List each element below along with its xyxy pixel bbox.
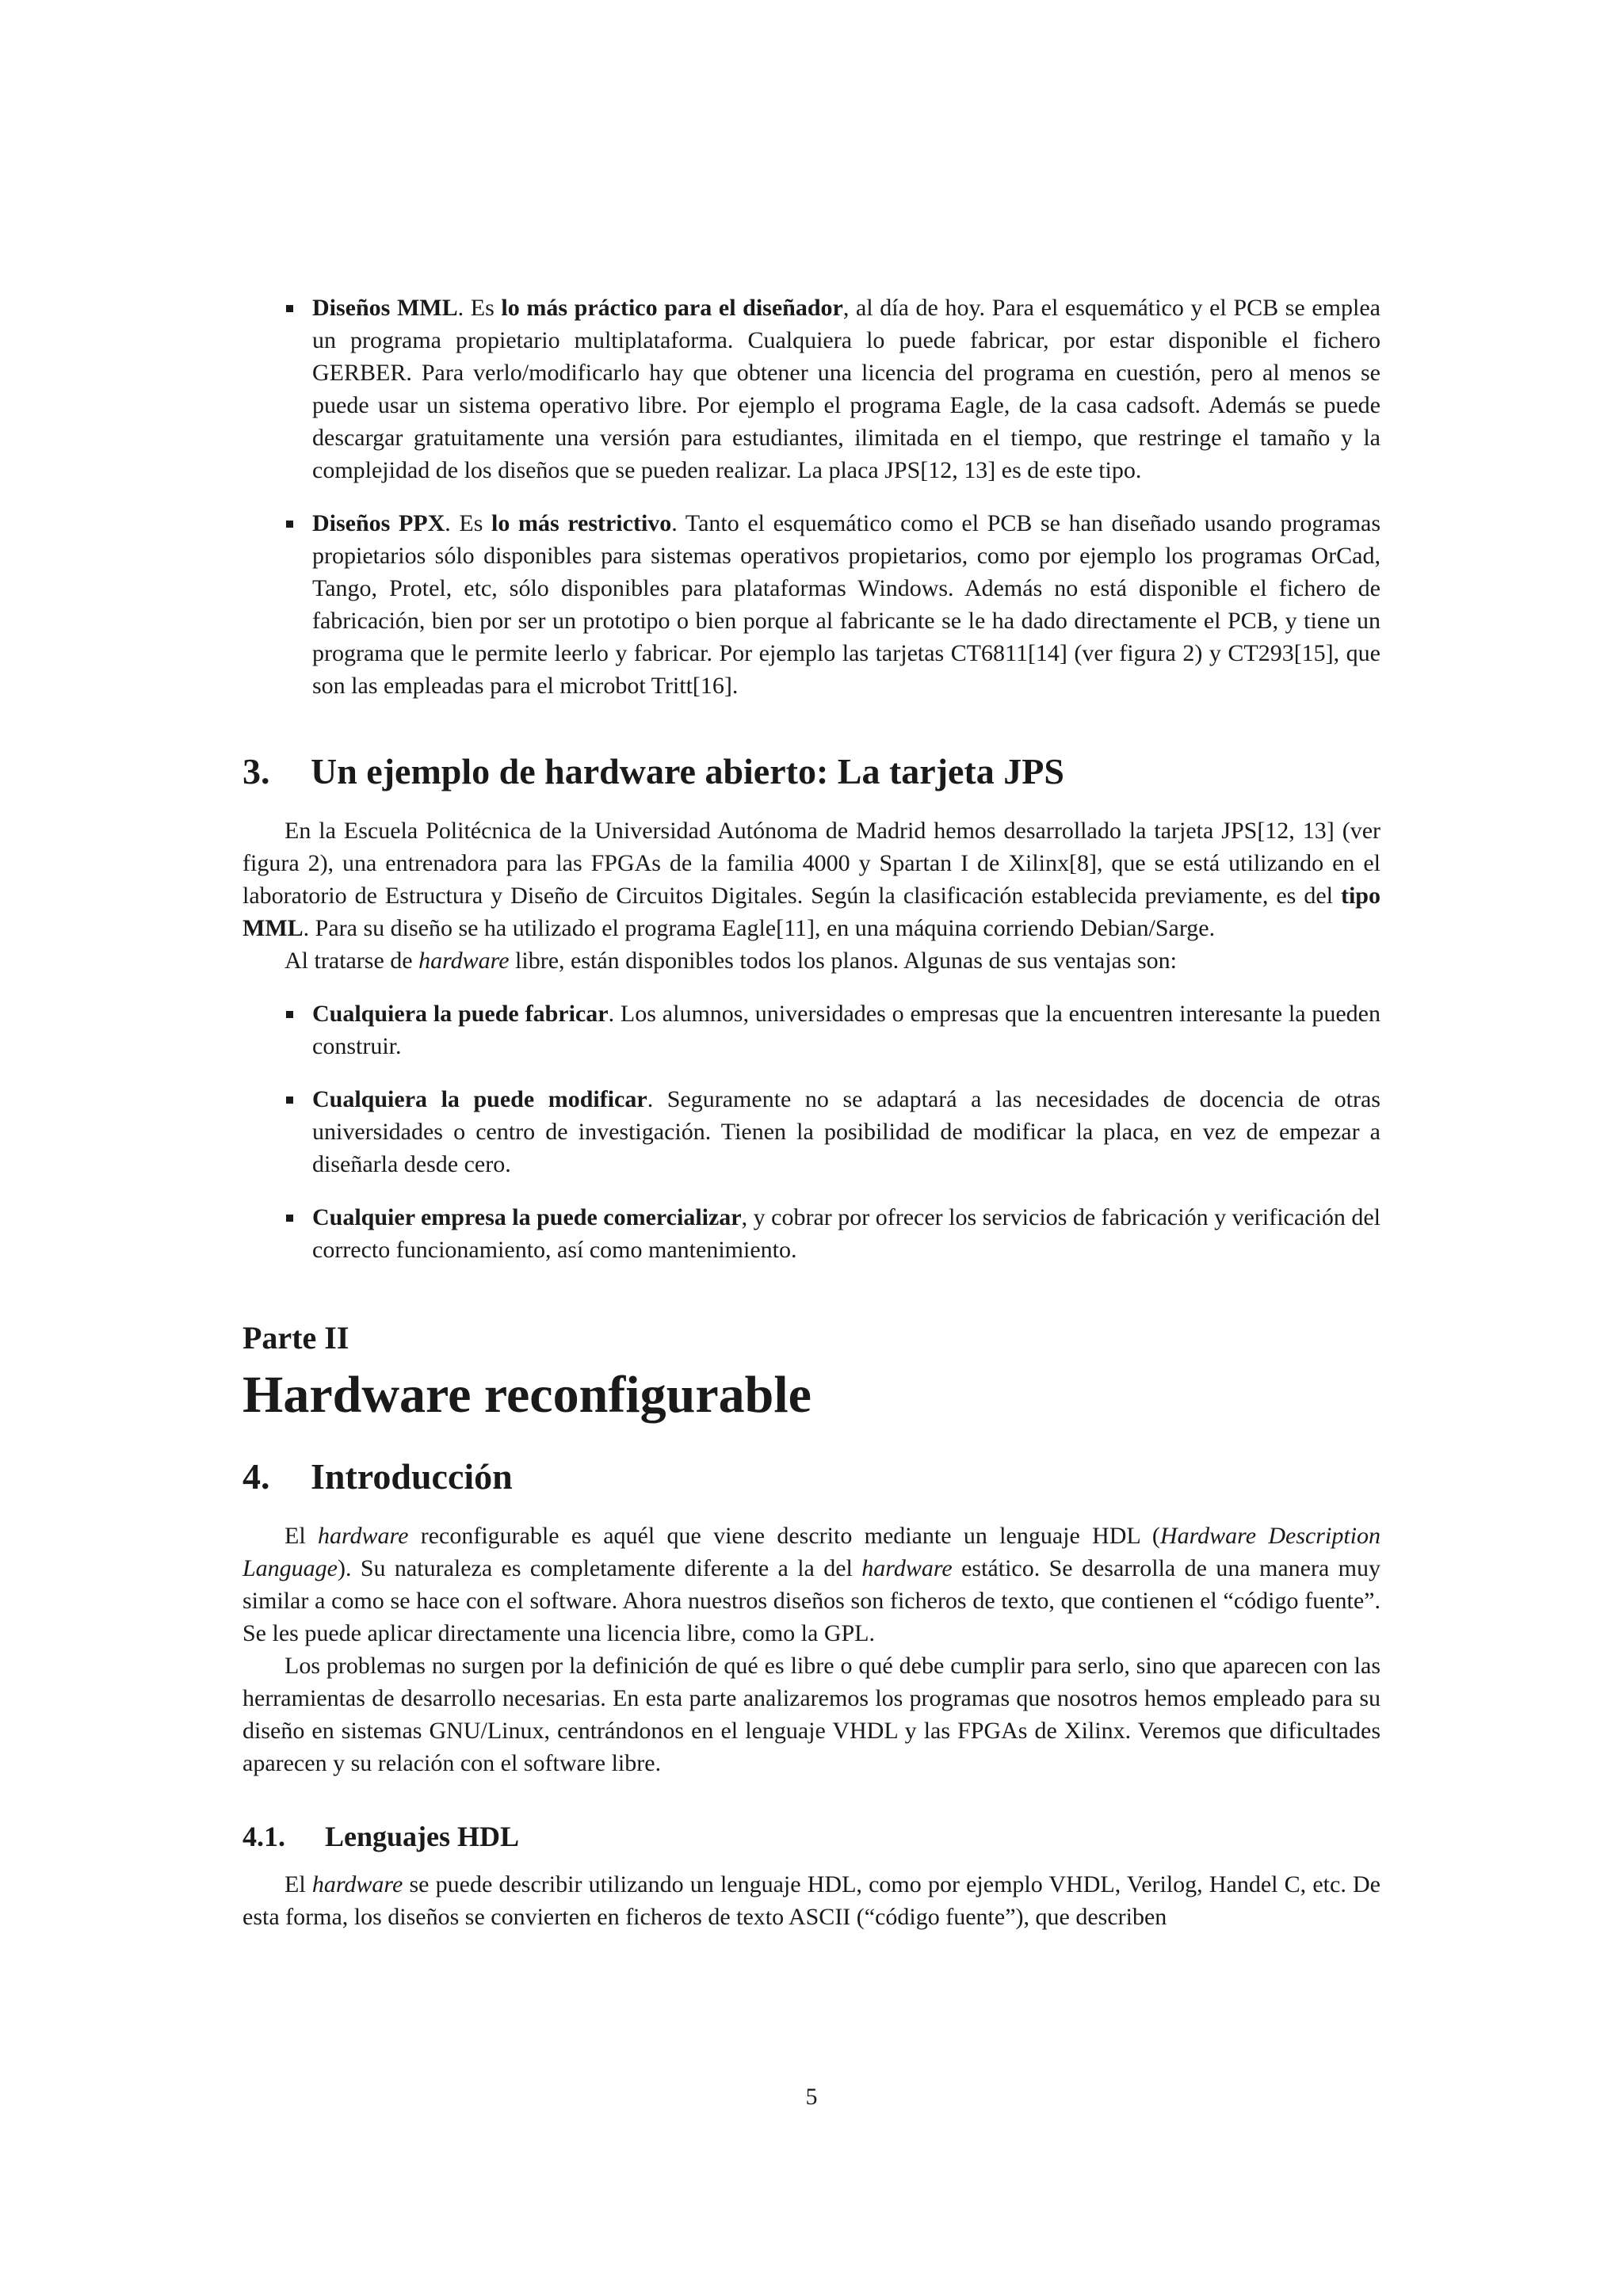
subsection-heading: 4.1. Lenguajes HDL: [242, 1821, 520, 1852]
item-title: Diseños PPX: [312, 510, 445, 536]
list-item: Diseños PPX. Es lo más restrictivo. Tanto el esquemático como el PCB se han diseñado usando programas propietarios sólo disponibles para sistemas operativos propietarios, como por ejemplo los programas OrCad, Tango, Protel, etc, sólo disponibles para plataformas Windows. Además no está disponible el fichero de fabricación, bien por ser un prototipo o bien porque al fabricante se le ha dado directamente el PCB, y tiene un programa que le permite leerlo y fabricar. Por ejemplo las tarjetas CT6811[14] (ver figura 2) y CT293[15], que son las empleadas para el microbot Tritt[16].: [242, 507, 1381, 702]
paragraph: El hardware se puede describir utilizando un lenguaje HDL, como por ejemplo VHDL, Verilog, Handel C, etc. De esta forma, los diseños se convierten en ficheros de texto ASCII (“código fuente”), que describen: [242, 1871, 1381, 1930]
item-body: , y cobrar por ofrecer los servicios de fabricación y verificación del correcto funcionamiento, así como mantenimiento.: [312, 1204, 1381, 1263]
paragraph: Los problemas no surgen por la definición de qué es libre o qué debe cumplir para serlo, sino que aparecen con las herramientas de desarrollo necesarias. En esta parte analizaremos los programas que nosotros hemos empleado para su diseño en sistemas GNU/Linux, centrándonos en el lenguaje VHDL y las FPGAs de Xilinx. Veremos que dificultades aparecen y su relación con el software libre.: [242, 1653, 1381, 1776]
list-item: Diseños MML. Es lo más práctico para el diseñador, al día de hoy. Para el esquemático y el PCB se emplea un programa propietario multiplataforma. Cualquiera lo puede fabricar, por estar disponible el fichero GERBER. Para verlo/modificarlo hay que obtener una licencia del programa en cuestión, pero al menos se puede usar un sistema operativo libre. Por ejemplo el programa Eagle, de la casa cadsoft. Además se puede descargar gratuitamente una versión para estudiantes, ilimitada en el tiempo, que restringe el tamaño y la complejidad de los diseños que se pueden realizar. La placa JPS[12, 13] es de este tipo.: [242, 292, 1381, 486]
bullet-icon: [286, 1011, 293, 1018]
page-content: [242, 292, 1381, 1933]
list-item: [242, 997, 1381, 1062]
item-body: . Los alumnos, universidades o empresas que la encuentren interesante la pueden construir.: [312, 1001, 1381, 1059]
item-title: Cualquier empresa la puede comercializar: [312, 1204, 742, 1230]
list-item: [242, 1201, 1381, 1266]
bullet-icon: [286, 1215, 293, 1222]
section-heading: 4. Introducción: [242, 1456, 513, 1497]
part-label: Parte II: [242, 1320, 349, 1356]
page-number: 5: [805, 2084, 818, 2110]
item-body: , al día de hoy. Para el esquemático y el PCB se emplea un programa propietario multiplataforma. Cualquiera lo puede fabricar, por estar disponible el fichero GERBER. Para verlo/modificarlo hay que obtener una licencia del programa en cuestión, pero al menos se puede usar un sistema operativo libre. Por ejemplo el programa Eagle, de la casa cadsoft. Además se puede descargar gratuitamente una versión para estudiantes, ilimitada en el tiempo, que restringe el tamaño y la complejidad de los diseños que se pueden realizar. La placa JPS[12, 13] es de este tipo.: [312, 295, 1381, 483]
item-body: . Tanto el esquemático como el PCB se han diseñado usando programas propietarios sólo disponibles para sistemas operativos propietarios, como por ejemplo los programas OrCad, Tango, Protel, etc, sólo disponibles para plataformas Windows. Además no está disponible el fichero de fabricación, bien por ser un prototipo o bien porque al fabricante se le ha dado directamente el PCB, y tiene un programa que le permite leerlo y fabricar. Por ejemplo las tarjetas CT6811[14] (ver figura 2) y CT293[15], que son las empleadas para el microbot Tritt[16].: [312, 510, 1381, 699]
item-title: Diseños MML: [312, 295, 458, 321]
list-item: [242, 1083, 1381, 1180]
advantages-list: [242, 997, 1381, 1266]
item-emphasis: lo más práctico para el diseñador: [501, 295, 843, 321]
bullet-icon: [286, 305, 293, 312]
design-types-list: [242, 292, 1381, 702]
paragraph: El hardware reconfigurable es aquél que viene descrito mediante un lenguaje HDL (Hardware Description Language). Su naturaleza es completamente diferente a la del hardware estático. Se desarrolla de una manera muy similar a como se hace con el software. Ahora nuestros diseños son ficheros de texto, que contienen el “código fuente”. Se les puede aplicar directamente una licencia libre, como la GPL.: [242, 1523, 1381, 1646]
bullet-icon: [286, 1097, 293, 1104]
bullet-icon: [286, 521, 293, 528]
item-title: Cualquiera la puede fabricar: [312, 1001, 609, 1027]
item-title: Cualquiera la puede modificar: [312, 1086, 647, 1112]
item-emphasis: lo más restrictivo: [491, 510, 672, 536]
item-body: . Seguramente no se adaptará a las necesidades de docencia de otras universidades o centro de investigación. Tienen la posibilidad de modificar la placa, en vez de empezar a diseñarla desde cero.: [312, 1086, 1381, 1177]
paragraph: Al tratarse de hardware libre, están disponibles todos los planos. Algunas de sus ventajas son:: [285, 948, 1177, 974]
section-heading: 3. Un ejemplo de hardware abierto: La tarjeta JPS: [242, 751, 1064, 791]
paragraph: En la Escuela Politécnica de la Universidad Autónoma de Madrid hemos desarrollado la tarjeta JPS[12, 13] (ver figura 2), una entrenadora para las FPGAs de la familia 4000 y Spartan I de Xilinx[8], que se está utilizando en el laboratorio de Estructura y Diseño de Circuitos Digitales. Según la clasificación establecida previamente, es del tipo MML. Para su diseño se ha utilizado el programa Eagle[11], en una máquina corriendo Debian/Sarge.: [242, 818, 1381, 941]
part-title: Hardware reconfigurable: [242, 1366, 812, 1424]
